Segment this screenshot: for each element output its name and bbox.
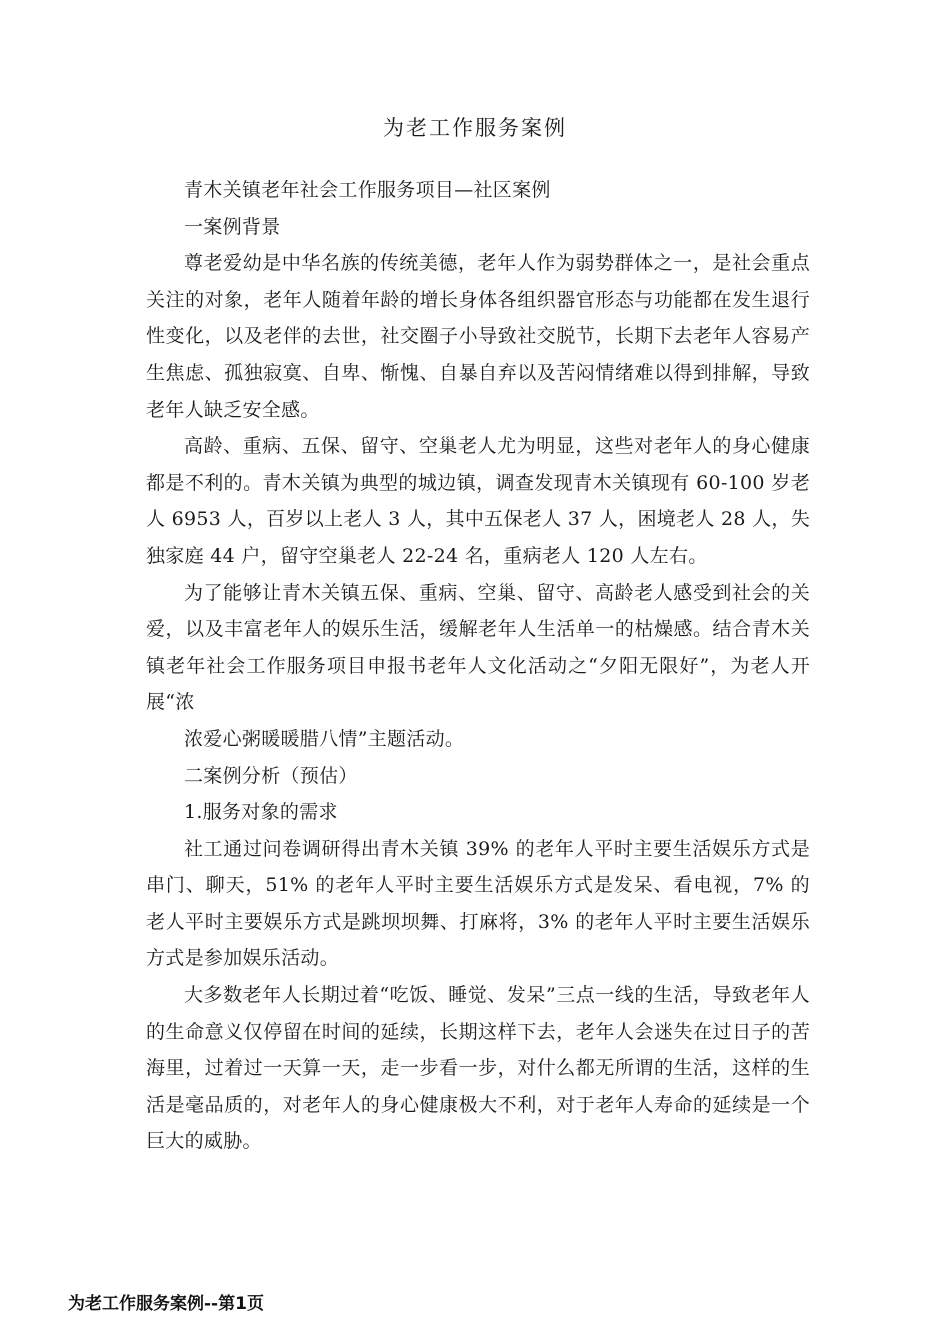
body-paragraph: 大多数老年人长期过着“吃饭、睡觉、发呆”三点一线的生活，导致老年人的生命意义仅停留在时间的延续，长期这样下去，老年人会迷失在过日子的苦海里，过着过一天算一天，走一步看一步，对什么都无所谓的生活，这样的生活是毫品质的，对老年人的身心健康极大不利，对于老年人寿命的延续是一个巨大的威胁。 [146,984,810,1153]
section-heading-analysis: 二案例分析（预估） [184,764,358,787]
body-paragraph: 尊老爱幼是中华名族的传统美德，老年人作为弱势群体之一，是社会重点关注的对象，老年人随着年龄的增长身体各组织器官形态与功能都在发生退行性变化，以及老伴的去世，社交圈子小导致社交脱节，长期下去老年人容易产生焦虑、孤独寂寞、自卑、惭愧、自暴自弃以及苦闷情绪难以得到排解，导致老年人缺乏安全感。 [146,252,810,421]
page-footer: 为老工作服务案例--第1页 [68,1294,264,1314]
body-paragraph: 浓爱心粥暖暖腊八情”主题活动。 [184,727,465,750]
body-paragraph: 为了能够让青木关镇五保、重病、空巢、留守、高龄老人感受到社会的关爱，以及丰富老年人的娱乐生活，缓解老年人生活单一的枯燥感。结合青木关镇老年社会工作服务项目申报书老年人文化活动之“夕阳无限好”，为老人开展“浓 [146,581,810,714]
body-paragraph: 社工通过问卷调研得出青木关镇 39% 的老年人平时主要生活娱乐方式是串门、聊天，51% 的老年人平时主要生活娱乐方式是发呆、看电视，7% 的老人平时主要娱乐方式是跳坝坝舞、打麻将，3% 的老年人平时主要生活娱乐方式是参加娱乐活动。 [146,837,810,970]
document-title: 为老工作服务案例 [383,116,567,140]
subsection-heading-needs: 1.服务对象的需求 [184,801,338,824]
subtitle-paragraph: 青木关镇老年社会工作服务项目—社区案例 [184,179,551,201]
section-heading-background: 一案例背景 [184,215,281,238]
body-paragraph: 高龄、重病、五保、留守、空巢老人尤为明显，这些对老年人的身心健康都是不利的。青木关镇为典型的城边镇，调查发现青木关镇现有 60-100 岁老人 6953 人，百岁以上老人 3 人，其中五保老人 37 人，困境老人 28 人，失独家庭 44 户，留守空巢老人 22-24 名，重病老人 120 人左右。 [146,435,811,567]
document-body [146,172,810,1160]
